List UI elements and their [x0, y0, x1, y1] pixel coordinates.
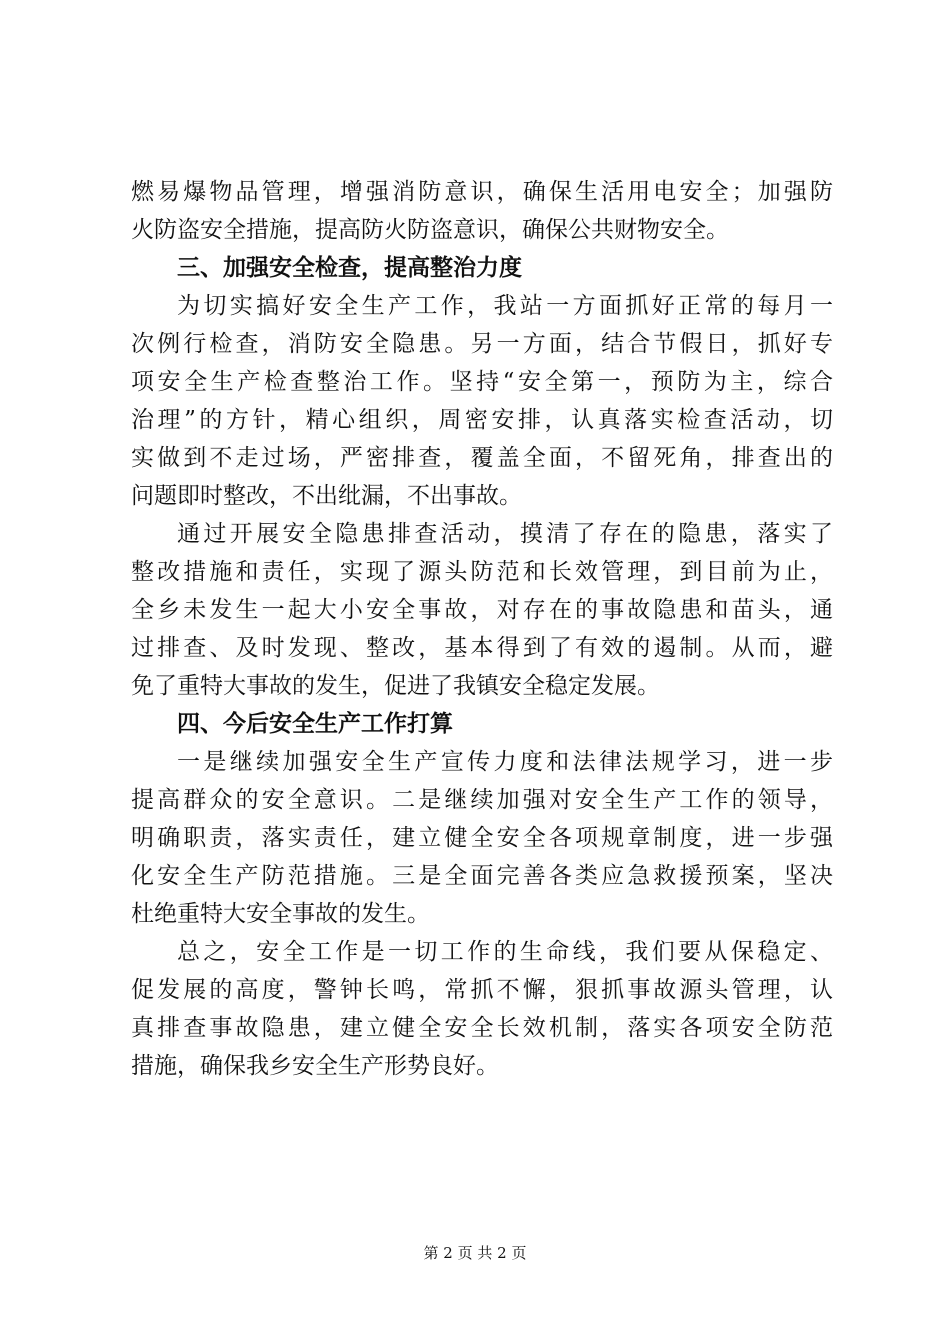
body-line: 免了重特大事故的发生，促进了我镇安全稳定发展。 — [131, 673, 660, 699]
body-line: 促发展的高度，警钟长鸣，常抓不懈，狠抓事故源头管理，认 — [131, 977, 833, 1003]
section-heading-3: 三、加强安全检查，提高整治力度 — [177, 255, 522, 281]
body-line: 治理”的方针，精心组织，周密安排，认真落实检查活动，切 — [131, 407, 833, 433]
body-line: 明确职责，落实责任，建立健全安全各项规章制度，进一步强 — [131, 825, 833, 851]
body-line: 问题即时整改，不出纰漏，不出事故。 — [131, 483, 522, 509]
body-line: 通过开展安全隐患排查活动，摸清了存在的隐患，落实了 — [177, 521, 833, 547]
body-line: 过排查、及时发现、整改，基本得到了有效的遏制。从而，避 — [131, 635, 833, 661]
document-body — [131, 173, 833, 1085]
section-heading-4: 四、今后安全生产工作打算 — [177, 711, 453, 737]
body-line: 全乡未发生一起大小安全事故，对存在的事故隐患和苗头，通 — [131, 597, 833, 623]
body-line: 化安全生产防范措施。三是全面完善各类应急救援预案，坚决 — [131, 863, 833, 889]
body-line: 次例行检查，消防安全隐患。另一方面，结合节假日，抓好专 — [131, 331, 833, 357]
page-footer: 第 2 页 共 2 页 — [423, 1244, 527, 1262]
body-line: 实做到不走过场，严密排查，覆盖全面，不留死角，排查出的 — [131, 445, 833, 471]
body-line: 项安全生产检查整治工作。坚持“安全第一，预防为主，综合 — [131, 369, 833, 395]
body-line: 措施，确保我乡安全生产形势良好。 — [131, 1053, 499, 1079]
body-line: 提高群众的安全意识。二是继续加强对安全生产工作的领导， — [131, 787, 833, 813]
body-line: 杜绝重特大安全事故的发生。 — [131, 901, 430, 927]
body-line: 火防盗安全措施，提高防火防盗意识，确保公共财物安全。 — [131, 217, 729, 243]
body-line: 燃易爆物品管理，增强消防意识，确保生活用电安全；加强防 — [131, 179, 833, 205]
body-line: 整改措施和责任，实现了源头防范和长效管理，到目前为止， — [131, 559, 833, 585]
body-line: 总之，安全工作是一切工作的生命线，我们要从保稳定、 — [177, 939, 833, 965]
body-line: 真排查事故隐患，建立健全安全长效机制，落实各项安全防范 — [131, 1015, 833, 1041]
body-line: 一是继续加强安全生产宣传力度和法律法规学习，进一步 — [177, 749, 833, 775]
body-line: 为切实搞好安全生产工作，我站一方面抓好正常的每月一 — [177, 293, 833, 319]
